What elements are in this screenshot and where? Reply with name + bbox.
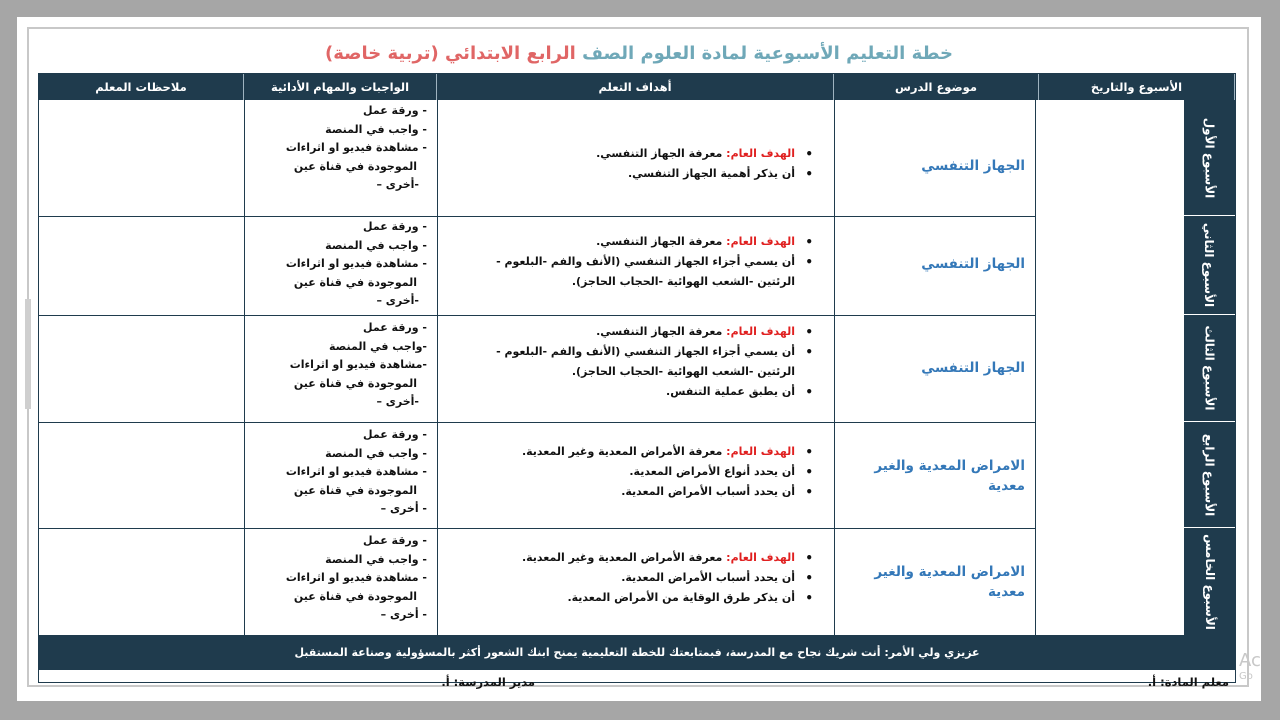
principal-signature: مدير المدرسة: أ. <box>441 675 535 689</box>
task-item: الموجودة في قناة عين <box>293 483 417 497</box>
tasks-list <box>286 218 427 311</box>
week-label-cell <box>1184 216 1235 315</box>
week-label: الأسبوع الأول <box>1202 117 1217 198</box>
goals-list <box>496 322 817 402</box>
task-item: - واجب في المنصة <box>325 552 427 566</box>
task-item: -واجب في المنصة <box>328 339 427 353</box>
goal-item: • أن يسمي أجزاء الجهاز التنفسي (الأنف والفم -البلعوم - <box>496 252 817 272</box>
goals-list <box>522 548 817 608</box>
task-item: - ورقة عمل <box>363 534 427 547</box>
task-item: - أخرى – <box>380 502 427 516</box>
goal-item: • أن يذكر طرق الوقاية من الأمراض المعدية. <box>522 588 817 608</box>
header-tasks: الواجبات والمهام الأدائية <box>244 74 437 100</box>
parent-message: عزيزي ولي الأمر: أنت شريك نجاح مع المدرسة، فبمتابعتك للخطة التعليمية يمنح ابنك الشعور أكثر بالمسؤولية وصناعة المستقبل <box>39 635 1235 669</box>
grid-line <box>834 100 835 635</box>
lesson-topic: الجهاز التنفسي <box>921 360 1025 376</box>
goals-list <box>596 144 817 184</box>
header-learning-goals: أهداف التعلم <box>437 74 834 100</box>
goals-list <box>496 232 817 292</box>
week-label-cell <box>1184 315 1235 422</box>
title-part-1: خطة التعليم الأسبوعية لمادة العلوم الصف <box>575 43 954 64</box>
task-item: الموجودة في قناة عين <box>293 275 417 289</box>
goal-item: • أن يحدد أسباب الأمراض المعدية. <box>522 568 817 588</box>
task-item: - مشاهدة فيديو او اثراءات <box>285 571 427 585</box>
week-label: الأسبوع الثاني <box>1202 222 1217 308</box>
goal-item: • الهدف العام: معرفة الأمراض المعدية وغير المعدية. <box>522 548 817 568</box>
goals-list <box>522 442 817 502</box>
lesson-topic: الجهاز التنفسي <box>921 158 1025 174</box>
goal-item: • أن يحدد أنواع الأمراض المعدية. <box>522 462 817 482</box>
tasks-list <box>286 426 427 519</box>
lesson-topic: الجهاز التنفسي <box>921 256 1025 272</box>
tasks-list <box>286 102 427 195</box>
week-label: الأسبوع الثالث <box>1202 325 1217 411</box>
task-item: -مشاهدة فيديو او اثراءات <box>289 358 427 372</box>
task-item: - ورقة عمل <box>363 428 427 441</box>
goal-item: الرئتين -الشعب الهوائية -الحجاب الحاجز). <box>571 275 795 288</box>
task-item: الموجودة في قناة عين <box>293 376 417 390</box>
goal-item: الرئتين -الشعب الهوائية -الحجاب الحاجز). <box>571 365 795 378</box>
task-item: - واجب في المنصة <box>325 122 427 136</box>
header-teacher-notes: ملاحظات المعلم <box>39 74 244 100</box>
task-item: -أخرى – <box>376 395 419 409</box>
tasks-list <box>286 532 427 625</box>
grid-line <box>39 669 1235 670</box>
weekly-plan-table <box>38 73 1236 689</box>
week-label-cell <box>1184 100 1235 216</box>
task-item: الموجودة في قناة عين <box>293 159 417 173</box>
grid-line <box>39 315 1035 316</box>
goal-item: • الهدف العام: معرفة الأمراض المعدية وغير المعدية. <box>522 442 817 462</box>
goal-item: • أن يذكر أهمية الجهاز التنفسي. <box>596 164 817 184</box>
task-item: - مشاهدة فيديو او اثراءات <box>285 257 427 271</box>
grid-line <box>1035 100 1036 635</box>
task-item: - ورقة عمل <box>363 321 427 334</box>
goal-item: • أن يطبق عملية التنفس. <box>496 382 817 402</box>
goal-item: • الهدف العام: معرفة الجهاز التنفسي. <box>496 232 817 252</box>
grid-line <box>39 528 1035 529</box>
week-label: الأسبوع الرابع <box>1202 433 1217 516</box>
watermark: Ac Go <box>1239 650 1261 682</box>
goal-item: • أن يحدد أسباب الأمراض المعدية. <box>522 482 817 502</box>
task-item: - ورقة عمل <box>363 104 427 117</box>
week-label-cell <box>1184 422 1235 528</box>
goal-item: • أن يسمي أجزاء الجهاز التنفسي (الأنف والفم -البلعوم - <box>496 342 817 362</box>
lesson-topic: الامراض المعدية والغير معدية <box>874 564 1025 600</box>
grid-line <box>39 422 1035 423</box>
scroll-handle[interactable] <box>25 299 31 409</box>
title-part-2: الرابع الابتدائي (تربية خاصة) <box>324 43 576 64</box>
goal-item: • الهدف العام: معرفة الجهاز التنفسي. <box>496 322 817 342</box>
task-item: -أخرى – <box>376 178 419 192</box>
header-week-date: الأسبوع والتاريخ <box>1039 74 1235 100</box>
teacher-signature: معلم المادة: أ. <box>1147 675 1229 689</box>
week-label: الأسبوع الخامس <box>1202 533 1217 630</box>
task-item: الموجودة في قناة عين <box>293 589 417 603</box>
goal-item: • الهدف العام: معرفة الجهاز التنفسي. <box>596 144 817 164</box>
week-label-cell <box>1184 528 1235 635</box>
task-item: - واجب في المنصة <box>325 238 427 252</box>
task-item: - ورقة عمل <box>363 220 427 233</box>
task-item: -أخرى – <box>376 294 419 308</box>
task-item: - مشاهدة فيديو او اثراءات <box>285 465 427 479</box>
task-item: - أخرى – <box>380 608 427 622</box>
header-lesson-topic: موضوع الدرس <box>834 74 1039 100</box>
lesson-topic: الامراض المعدية والغير معدية <box>874 458 1025 494</box>
tasks-list <box>290 319 427 412</box>
grid-line <box>244 100 245 635</box>
grid-line <box>437 100 438 635</box>
slide-frame <box>17 17 1261 701</box>
task-item: - مشاهدة فيديو او اثراءات <box>285 141 427 155</box>
grid-line <box>39 216 1035 217</box>
task-item: - واجب في المنصة <box>325 446 427 460</box>
page-title <box>17 43 1261 64</box>
